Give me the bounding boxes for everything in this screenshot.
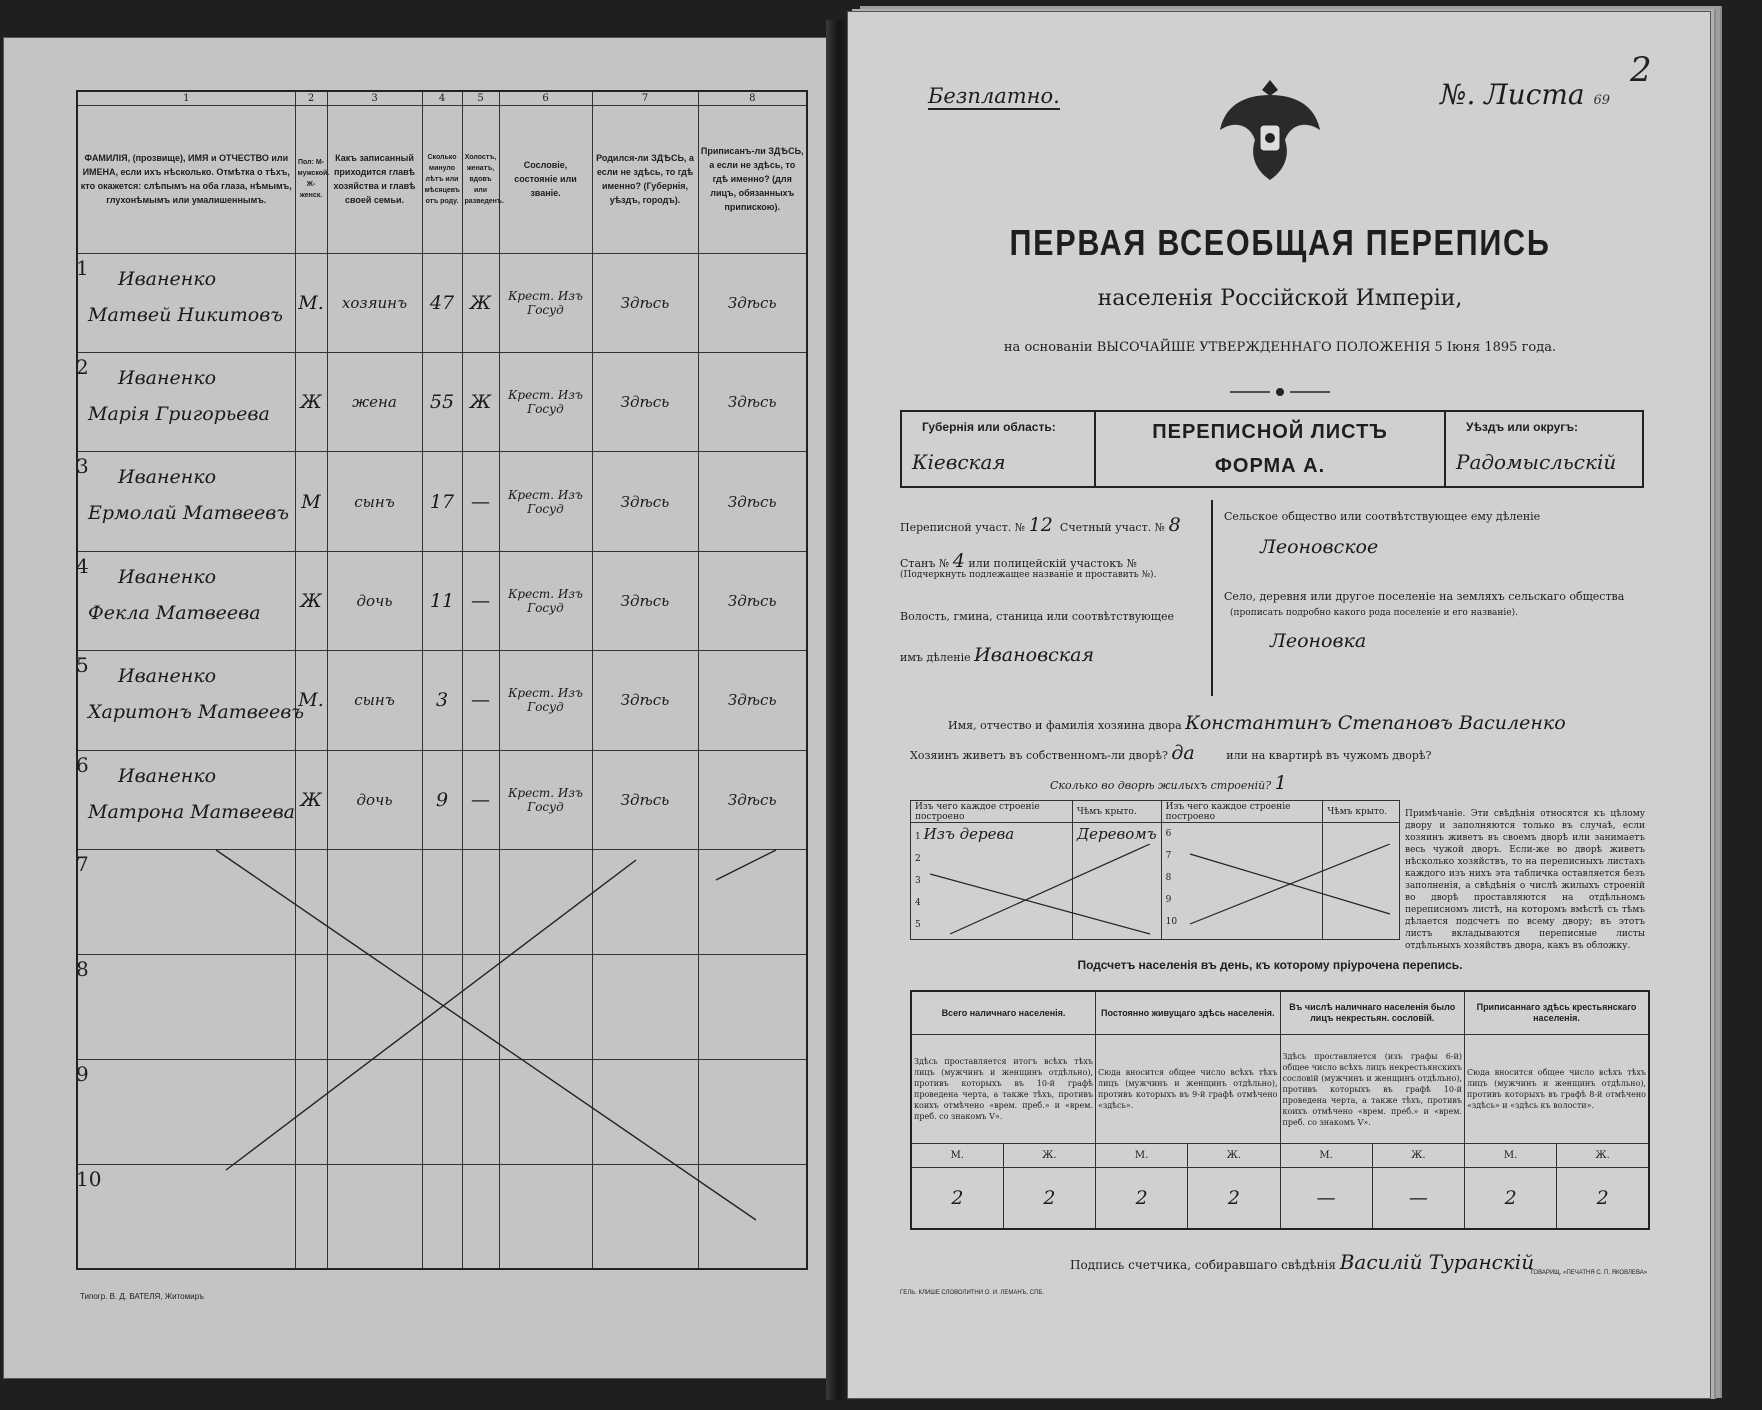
cell-age [422, 1164, 462, 1269]
note-text: Примѣчаніе. Эти свѣдѣнія относятся къ цѣлому двору и заполняются только въ случаѣ, если хозяинъ живетъ въ своемъ дворѣ или занимаетъ весь чужой дворъ. Если-же во дворѣ живетъ нѣсколько хозяйствъ, то на переписныхъ листахъ каждого изъ нихъ эта табличка оставляется безъ заполненія, а свѣдѣнія о числѣ жилыхъ строеній во дворѣ проставляются на отдѣльномъ переписномъ листѣ, на которомъ вмѣстѣ съ тѣмъ дѣлается подсчетъ по всему двору; въ этотъ листъ вкладываются переписные листы отдѣльныхъ хозяйствъ двора, какъ въ обложку. [1405, 809, 1645, 951]
count-female-label: Ж. [1557, 1144, 1649, 1168]
building-material: Изъ дерева [923, 825, 1015, 843]
cell-registered [698, 954, 807, 1059]
cell-age: 55 [422, 353, 462, 452]
district-label: Уѣздъ или округъ: [1466, 420, 1579, 434]
buildings-count-value: 1 [1274, 772, 1287, 794]
printer-note: Типогр. В. Д. ВАТЕЛЯ, Житомиръ [80, 1292, 205, 1301]
cell-born [592, 954, 698, 1059]
ornament-icon [1230, 385, 1330, 399]
cell-born: Здѣсь [592, 353, 698, 452]
enumerator-label: Подпись счетчика, собиравшаго свѣдѣнія [1070, 1258, 1336, 1272]
name-cell [77, 253, 295, 352]
stan-suffix: или полицейскій участокъ № [968, 557, 1138, 570]
enumerator-signature [1070, 1250, 1534, 1274]
province-box [902, 412, 1096, 486]
name-cell [77, 1059, 295, 1164]
cell-marital: Ж [462, 353, 499, 452]
table-row [77, 850, 807, 955]
cell-relation: дочь [327, 750, 422, 849]
printer-mark-left: ГЕЛЬ. КЛИШЕ СЛОВОЛИТНИ О. И. ЛЕМАНЪ, СПБ. [900, 1290, 1044, 1296]
header-relation: Какъ записанный приходится главѣ хозяйства и главѣ своей семьи. [327, 106, 422, 253]
col-number: 6 [499, 91, 592, 106]
cell-estate [499, 954, 592, 1059]
society-value-wrap [1260, 536, 1378, 558]
cell-born [592, 1059, 698, 1164]
cell-registered [698, 1059, 807, 1164]
population-count-table [910, 990, 1650, 1230]
count-value: 2 [911, 1168, 1003, 1229]
cell-estate [499, 1164, 592, 1269]
province-value: Кіевская [912, 450, 1006, 474]
cell-registered: Здѣсь [698, 651, 807, 750]
volost-label: Волость, гмина, станица или соотвѣтствующее [900, 610, 1174, 623]
count-male-label: М. [911, 1144, 1003, 1168]
building-row: 8 [1165, 873, 1172, 883]
col-number: 5 [462, 91, 499, 106]
table-row [77, 651, 807, 750]
cell-marital: — [462, 651, 499, 750]
count-header-permanent: Постоянно живущаго здѣсь населенія. [1096, 991, 1281, 1035]
count-female-label: Ж. [1372, 1144, 1464, 1168]
census-section-label: Переписной участ. № [900, 521, 1026, 534]
count-header-present: Всего наличнаго населенія. [911, 991, 1096, 1035]
building-row [915, 823, 1068, 848]
cell-marital: — [462, 452, 499, 551]
cell-age [422, 850, 462, 955]
table-row [77, 253, 807, 352]
cell-age: 11 [422, 551, 462, 650]
name-cell [77, 850, 295, 955]
cell-sex: М. [295, 253, 327, 352]
cell-registered: Здѣсь [698, 253, 807, 352]
district-value: Радомысльскій [1456, 450, 1617, 474]
count-male-label: М. [1465, 1144, 1557, 1168]
cell-registered [698, 1164, 807, 1269]
col-number: 4 [422, 91, 462, 106]
row-number: 9 [76, 1061, 89, 1086]
cell-sex [295, 850, 327, 955]
form-header [900, 410, 1644, 488]
cell-age: 47 [422, 253, 462, 352]
province-label: Губернія или область: [922, 420, 1056, 434]
society-label: Сельское общество или соотвѣтствующее ему дѣленіе [1224, 510, 1541, 523]
cell-relation: жена [327, 353, 422, 452]
cell-estate [499, 1059, 592, 1164]
name-cell [77, 1164, 295, 1269]
header-estate: Сословіе, состояніе или званіе. [499, 106, 592, 253]
cell-estate: Крест. Изъ Госуд [499, 452, 592, 551]
building-num: 1 [915, 832, 921, 842]
cell-estate: Крест. Изъ Госуд [499, 253, 592, 352]
sheet-number [1440, 78, 1610, 111]
given-name: Фекла Матвеева [88, 601, 261, 624]
cell-sex [295, 1164, 327, 1269]
buildings-header-roof: Чѣмъ крыто. [1072, 801, 1161, 823]
owner-value: Константинъ Степановъ Василенко [1185, 712, 1566, 734]
printer-mark-right: ТОВАРИЩ. «ПЕЧАТНЯ С. П. ЯКОВЛЕВА» [1530, 1270, 1648, 1276]
cell-estate [499, 850, 592, 955]
row-number: 2 [76, 355, 89, 380]
cell-estate: Крест. Изъ Госуд [499, 353, 592, 452]
cell-marital [462, 1164, 499, 1269]
cell-born: Здѣсь [592, 551, 698, 650]
buildings-header-material: Изъ чего каждое строеніе построено [911, 801, 1073, 823]
buildings-table [910, 800, 1400, 940]
count-value: 2 [1096, 1168, 1188, 1229]
corner-number: 2 [1630, 50, 1652, 90]
household-table [76, 90, 808, 1270]
cell-marital [462, 850, 499, 955]
cell-sex: Ж [295, 353, 327, 452]
cell-age [422, 1059, 462, 1164]
building-row: 10 [1165, 917, 1178, 927]
count-female-label: Ж. [1003, 1144, 1095, 1168]
count-value: — [1280, 1168, 1372, 1229]
cell-marital: — [462, 750, 499, 849]
cell-sex [295, 954, 327, 1059]
count-female-label: Ж. [1188, 1144, 1280, 1168]
col-number: 3 [327, 91, 422, 106]
count-desc: Здѣсь проставляется (изъ графы 6-й) общее число всѣхъ лицъ некрестьянскихъ сословій (мужчинъ и женщинъ отдѣльно), противъ которыхъ въ графѣ 10-й проведена черта, а также тѣхъ, противъ коихъ отмѣчено «врем. преб.» и «врем. преб. со знакомъ V». [1280, 1035, 1465, 1144]
census-title: ПЕРВАЯ ВСЕОБЩАЯ ПЕРЕПИСЬ [1009, 222, 1551, 263]
field-divider [1211, 500, 1213, 696]
buildings-count-label: Сколько во дворѣ жилыхъ строеній? [1050, 779, 1272, 792]
surname: Иваненко [118, 466, 217, 489]
row-number: 10 [76, 1166, 102, 1191]
form-title-line1: ПЕРЕПИСНОЙ ЛИСТЪ [1152, 421, 1388, 443]
name-cell [77, 954, 295, 1059]
cell-sex: Ж [295, 551, 327, 650]
surname: Иваненко [118, 367, 217, 390]
table-row [77, 353, 807, 452]
given-name: Ермолай Матвеевъ [88, 502, 289, 525]
given-name: Матрона Матвеева [88, 800, 296, 823]
volost-value: Ивановская [974, 644, 1095, 666]
table-row [77, 954, 807, 1059]
cell-born [592, 1164, 698, 1269]
table-row [77, 750, 807, 849]
col-number: 8 [698, 91, 807, 106]
building-row: 3 [915, 876, 921, 886]
cell-relation [327, 1059, 422, 1164]
census-section-value: 12 [1028, 514, 1053, 536]
cell-registered [698, 850, 807, 955]
own-yard-value: да [1171, 742, 1195, 764]
building-row: 2 [915, 854, 921, 864]
cell-marital [462, 1059, 499, 1164]
district-box [1446, 412, 1642, 486]
count-value: — [1372, 1168, 1464, 1229]
row-number: 5 [76, 653, 89, 678]
census-section-field [900, 514, 1181, 536]
surname: Иваненко [118, 764, 217, 787]
sheet-label: №. Листа [1440, 78, 1585, 111]
cell-sex: М. [295, 651, 327, 750]
name-cell [77, 750, 295, 849]
buildings-roof-cell [1323, 823, 1400, 940]
cell-born: Здѣсь [592, 651, 698, 750]
buildings-left-cell [911, 823, 1073, 940]
cell-relation: хозяинъ [327, 253, 422, 352]
header-registered: Приписанъ-ли ЗДѢСЬ, а если не здѣсь, то гдѣ именно? (для лицъ, обязанныхъ припискою). [698, 106, 807, 253]
cell-age: 17 [422, 452, 462, 551]
cell-age: 9 [422, 750, 462, 849]
name-cell [76, 651, 304, 750]
cell-sex [295, 1059, 327, 1164]
col-number: 1 [77, 91, 295, 106]
row-number: 3 [76, 454, 89, 479]
buildings-header-material: Изъ чего каждое строеніе построено [1161, 801, 1323, 823]
cell-born [592, 850, 698, 955]
header-age: Сколько минуло лѣтъ или мѣсяцевъ отъ роду. [422, 106, 462, 253]
count-value: 2 [1465, 1168, 1557, 1229]
surname: Иваненко [118, 665, 217, 688]
buildings-right-cell [1161, 823, 1323, 940]
cell-estate: Крест. Изъ Госуд [499, 651, 592, 750]
count-value: 2 [1557, 1168, 1649, 1229]
given-name: Харитонъ Матвеевъ [88, 701, 304, 724]
row-number: 7 [76, 852, 89, 877]
row-number: 6 [76, 752, 89, 777]
stan-label: Станъ № [900, 557, 950, 570]
census-basis: на основаніи ВЫСОЧАЙШЕ УТВЕРЖДЕННАГО ПОЛОЖЕНІЯ 5 Іюня 1895 года. [1003, 340, 1557, 355]
count-value: 2 [1003, 1168, 1095, 1229]
cell-born: Здѣсь [592, 750, 698, 849]
cell-age [422, 954, 462, 1059]
counting-section-value: 8 [1168, 514, 1181, 536]
cell-marital: Ж [462, 253, 499, 352]
count-header-registered: Приписаннаго здѣсь крестьянскаго населенія. [1465, 991, 1650, 1035]
cell-registered: Здѣсь [698, 750, 807, 849]
row-number: 1 [76, 255, 89, 280]
village-value: Леоновка [1270, 630, 1367, 652]
surname: Иваненко [118, 267, 217, 290]
header-marital: Холостъ, женатъ, вдовъ или разведенъ. [462, 106, 499, 253]
given-name: Марія Григорьева [88, 403, 270, 426]
enumerator-value: Василій Туранскій [1339, 1250, 1535, 1274]
building-row: 6 [1165, 829, 1172, 839]
building-roof: Деревомъ [1076, 825, 1157, 843]
table-row [77, 1059, 807, 1164]
count-desc: Здѣсь проставляется итогъ всѣхъ тѣхъ лицъ (мужчинъ и женщинъ отдѣльно), противъ которыхъ въ 10-й графѣ проведена черта, а также тѣхъ, противъ коихъ отмѣчено «врем. преб.» и «врем. преб. со знакомъ V». [911, 1035, 1096, 1144]
volost-label2: имъ дѣленіе [900, 651, 971, 664]
count-value: 2 [1188, 1168, 1280, 1229]
cell-relation: дочь [327, 551, 422, 650]
count-desc: Сюда вносится общее число всѣхъ тѣхъ лицъ (мужчинъ и женщинъ отдѣльно), противъ которыхъ въ графѣ 8-й отмѣчено «здѣсь» и «здѣсь къ волости». [1465, 1035, 1650, 1144]
header-sex: Пол: М-мужской. Ж-женск. [295, 106, 327, 253]
cell-marital: — [462, 551, 499, 650]
count-male-label: М. [1096, 1144, 1188, 1168]
owner-label: Имя, отчество и фамилія хозяина двора [948, 719, 1182, 732]
cell-registered: Здѣсь [698, 353, 807, 452]
cell-estate: Крест. Изъ Госуд [499, 551, 592, 650]
row-number: 4 [76, 553, 89, 578]
count-desc: Сюда вносится общее число всѣхъ тѣхъ лицъ (мужчинъ и женщинъ отдѣльно), противъ которыхъ въ 9-й графѣ отмѣчено «здѣсь». [1096, 1035, 1281, 1144]
cell-marital [462, 954, 499, 1059]
count-header-nonpeasant: Въ числѣ наличнаго населенія было лицъ некрестьян. сословій. [1280, 991, 1465, 1035]
own-yard-field [910, 742, 1431, 764]
stan-field [900, 550, 1137, 572]
stan-note: (Подчеркнуть подлежащее названіе и проставить №). [900, 570, 1157, 580]
form-title-line2: ФОРМА А. [1214, 455, 1326, 477]
count-title: Подсчетъ населенія въ день, къ которому пріурочена перепись. [1077, 958, 1463, 972]
cell-estate: Крест. Изъ Госуд [499, 750, 592, 849]
cell-age: 3 [422, 651, 462, 750]
cell-relation: сынъ [327, 452, 422, 551]
cell-relation [327, 1164, 422, 1269]
buildings-roof-cell [1072, 823, 1161, 940]
cell-sex: М [295, 452, 327, 551]
volost-field [900, 644, 1094, 666]
building-row: 5 [915, 920, 921, 930]
owner-field [948, 712, 1566, 734]
cell-relation [327, 850, 422, 955]
table-row [77, 1164, 807, 1269]
building-row: 4 [915, 898, 921, 908]
society-value: Леоновское [1260, 536, 1379, 558]
cell-registered: Здѣсь [698, 551, 807, 650]
sheet-value: 69 [1593, 93, 1611, 108]
surname: Иваненко [118, 565, 217, 588]
counting-section-label: Счетный участ. № [1059, 521, 1166, 534]
own-yard-suffix: или на квартирѣ въ чужомъ дворѣ? [1226, 749, 1432, 762]
table-row [77, 452, 807, 551]
building-row: 7 [1165, 851, 1172, 861]
cell-registered: Здѣсь [698, 452, 807, 551]
cell-born: Здѣсь [592, 253, 698, 352]
cell-sex: Ж [295, 750, 327, 849]
census-subtitle: населенія Россійской Имперіи, [1097, 286, 1463, 311]
imperial-eagle-icon [1210, 70, 1330, 190]
cell-relation: сынъ [327, 651, 422, 750]
building-row: 9 [1165, 895, 1172, 905]
free-label: Безплатно. [928, 84, 1060, 108]
header-born: Родился-ли ЗДѢСЬ, а если не здѣсь, то гдѣ именно? (Губернія, уѣздъ, городъ). [592, 106, 698, 253]
col-number: 2 [295, 91, 327, 106]
given-name: Матвей Никитовъ [88, 303, 283, 326]
header-name: ФАМИЛІЯ, (прозвище), ИМЯ и ОТЧЕСТВО или ИМЕНА, если ихъ нѣсколько. Отмѣтка о тѣхъ, кто окажется: слѣпымъ на оба глаза, нѣмымъ, глухонѣмымъ или умалишеннымъ. [77, 106, 295, 253]
village-label: Село, деревня или другое поселеніе на земляхъ сельскаго общества [1224, 590, 1625, 603]
count-male-label: М. [1280, 1144, 1372, 1168]
village-value-wrap [1270, 630, 1366, 652]
stan-value: 4 [952, 550, 965, 572]
row-number: 8 [76, 956, 89, 981]
cell-born: Здѣсь [592, 452, 698, 551]
buildings-count-field [1050, 772, 1287, 794]
name-cell [77, 452, 295, 551]
own-yard-label: Хозяинъ живетъ въ собственномъ-ли дворѣ? [910, 749, 1168, 762]
col-number: 7 [592, 91, 698, 106]
name-cell [77, 353, 295, 452]
name-cell [77, 551, 295, 650]
table-row [77, 551, 807, 650]
cell-relation [327, 954, 422, 1059]
village-note: (прописать подробно какого рода поселеніе и его названіе). [1230, 608, 1518, 618]
buildings-header-roof: Чѣмъ крыто. [1323, 801, 1400, 823]
form-title-box [1096, 412, 1446, 486]
